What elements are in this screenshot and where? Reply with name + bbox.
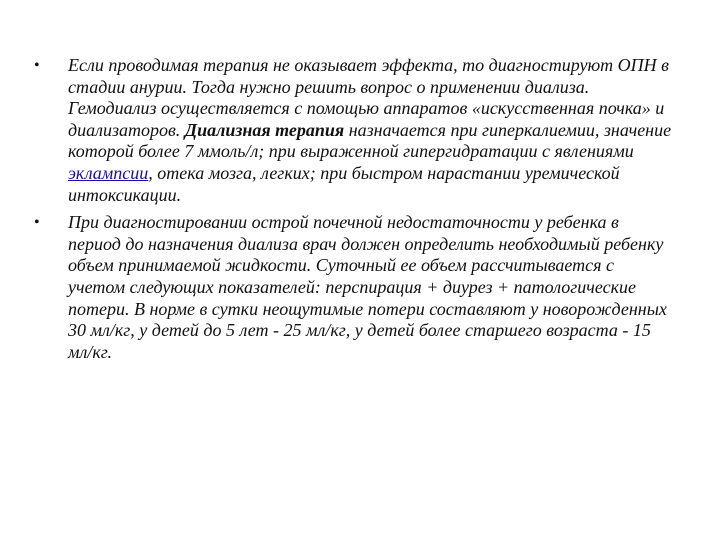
bullet-icon: • — [34, 57, 40, 74]
bullet-icon: • — [34, 214, 40, 232]
bullet-item-fluid — [34, 212, 674, 363]
bullet-text-bold-term: Диализная терапия — [184, 119, 345, 140]
bullet-item-dialysis — [34, 55, 674, 206]
bullet-text-fluid: При диагностировании острой почечной недостаточности у ребенка в период до назначения диализа врач должен определить необходимый ребенку объем принимаемой жидкости. Суточный ее объем рассчитывается с учетом следующих показателей: перспирация + диурез + патологические потери. В норме в сутки неощутимые потери составляют у новорожденных 30 мл/кг, у детей до 5 лет - 25 мл/кг, у детей более старшего возраста - 15 мл/кг. — [68, 212, 667, 362]
bullet-list — [34, 55, 674, 363]
eclampsia-link[interactable]: эклампсии — [68, 162, 149, 183]
bullet-text-end: , отека мозга, легких; при быстром нарастании уремической интоксикации. — [68, 162, 620, 205]
slide-body — [34, 55, 674, 369]
bullet-text-intro: Если проводимая терапия не оказывает эффекта, то диагностируют ОПН в стадии анурии. Тогда нужно решить вопрос о применении диализа. Гемодиализ осуществляется с помощью аппаратов «искусственная почка» и диализаторов. — [68, 55, 669, 140]
bullet-text-mid: назначается при гиперкалиемии, значение которой более 7 ммоль/л; при выраженной гипергидратации с явлениями — [68, 119, 672, 162]
